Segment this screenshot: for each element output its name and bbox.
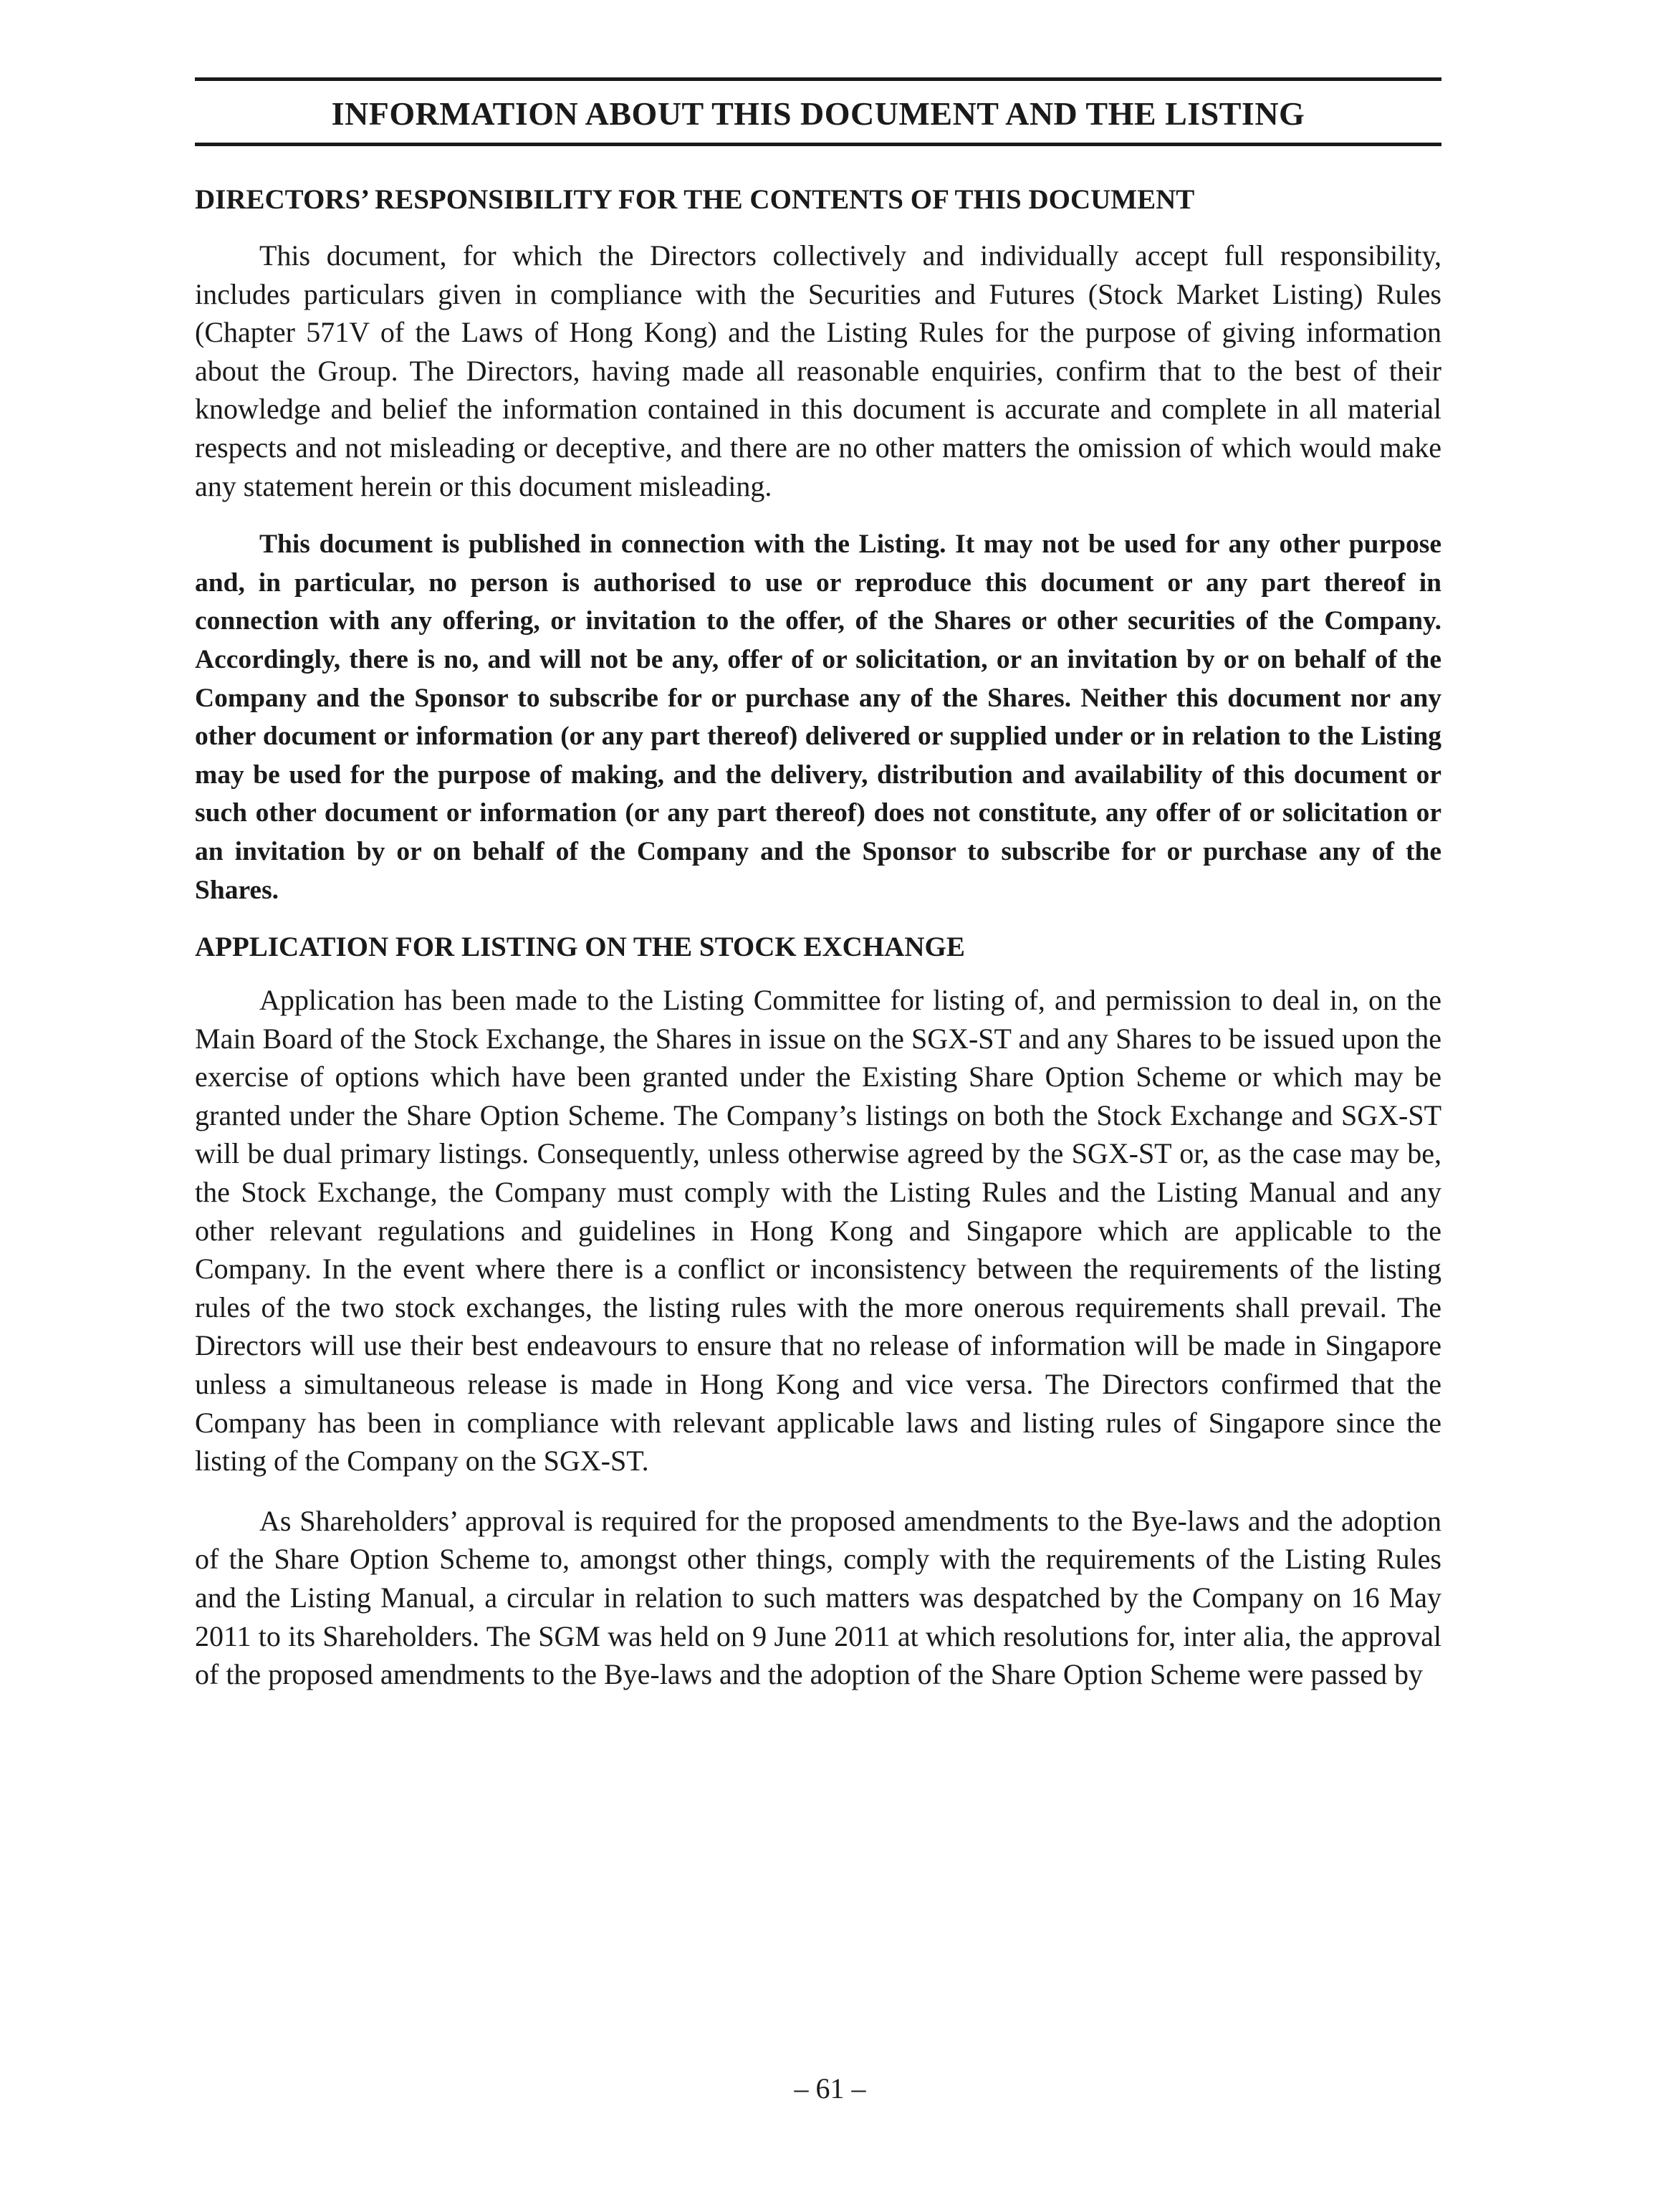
running-header-title: INFORMATION ABOUT THIS DOCUMENT AND THE LISTING (331, 95, 1305, 132)
page-number: – 61 – (794, 2072, 866, 2105)
section-heading-directors-responsibility: DIRECTORS’ RESPONSIBILITY FOR THE CONTENTS OF THIS DOCUMENT (195, 184, 1195, 215)
header-bottom-rule (195, 143, 1441, 146)
paragraph-publication-notice: This document is published in connection with the Listing. It may not be used for any other purpose and, in particular, no person is authorised to use or reproduce this document or any part thereof in connection with any offering, or invitation to the offer, of the Shares or other securities of the Company. Accordingly, there is no, and will not be any, offer of or solicitation, or an invitation by or on behalf of the Company and the Sponsor to subscribe for or purchase any of the Shares. Neither this document nor any other document or information (or any part thereof) delivered or supplied under or in relation to the Listing may be used for the purpose of making, and the delivery, distribution and availability of this document or such other document or information (or any part thereof) does not constitute, any offer of or solicitation or an invitation by or on behalf of the Company and the Sponsor to subscribe for or purchase any of the Shares. (195, 530, 1441, 905)
document-page (195, 77, 1441, 1694)
section-heading-application-for-listing: APPLICATION FOR LISTING ON THE STOCK EXCHANGE (195, 932, 965, 963)
paragraph-application-for-listing: Application has been made to the Listing Committee for listing of, and permission to deal in, on the Main Board of the Stock Exchange, the Shares in issue on the SGX-ST and any Shares to be issued upon the exercise of options which have been granted under the Existing Share Option Scheme or which may be granted under the Share Option Scheme. The Company’s listings on both the Stock Exchange and SGX-ST will be dual primary listings. Consequently, unless otherwise agreed by the SGX-ST or, as the case may be, the Stock Exchange, the Company must comply with the Listing Rules and the Listing Manual and any other relevant regulations and guidelines in Hong Kong and Singapore which are applicable to the Company. In the event where there is a conflict or inconsistency between the requirements of the listing rules of the two stock exchanges, the listing rules with the more onerous requirements shall prevail. The Directors will use their best endeavours to ensure that no release of information will be made in Singapore unless a simultaneous release is made in Hong Kong and vice versa. The Directors confirmed that the Company has been in compliance with relevant applicable laws and listing rules of Singapore since the listing of the Company on the SGX-ST. (195, 984, 1441, 1478)
paragraph-directors-responsibility: This document, for which the Directors collectively and individually accept full responsibility, includes particulars given in compliance with the Securities and Futures (Stock Market Listing) Rules (Chapter 571V of the Laws of Hong Kong) and the Listing Rules for the purpose of giving information about the Group. The Directors, having made all reasonable enquiries, confirm that to the best of their knowledge and belief the information contained in this document is accurate and complete in all material respects and not misleading or deceptive, and there are no other matters the omission of which would make any statement herein or this document misleading. (195, 239, 1441, 502)
paragraph-shareholders-approval: As Shareholders’ approval is required for the proposed amendments to the Bye-laws and the adoption of the Share Option Scheme to, amongst other things, comply with the requirements of the Listing Rules and the Listing Manual, a circular in relation to such matters was despatched by the Company on 16 May 2011 to its Shareholders. The SGM was held on 9 June 2011 at which resolutions for, inter alia, the approval of the proposed amendments to the Bye-laws and the adoption of the Share Option Scheme were passed by (195, 1504, 1441, 1691)
